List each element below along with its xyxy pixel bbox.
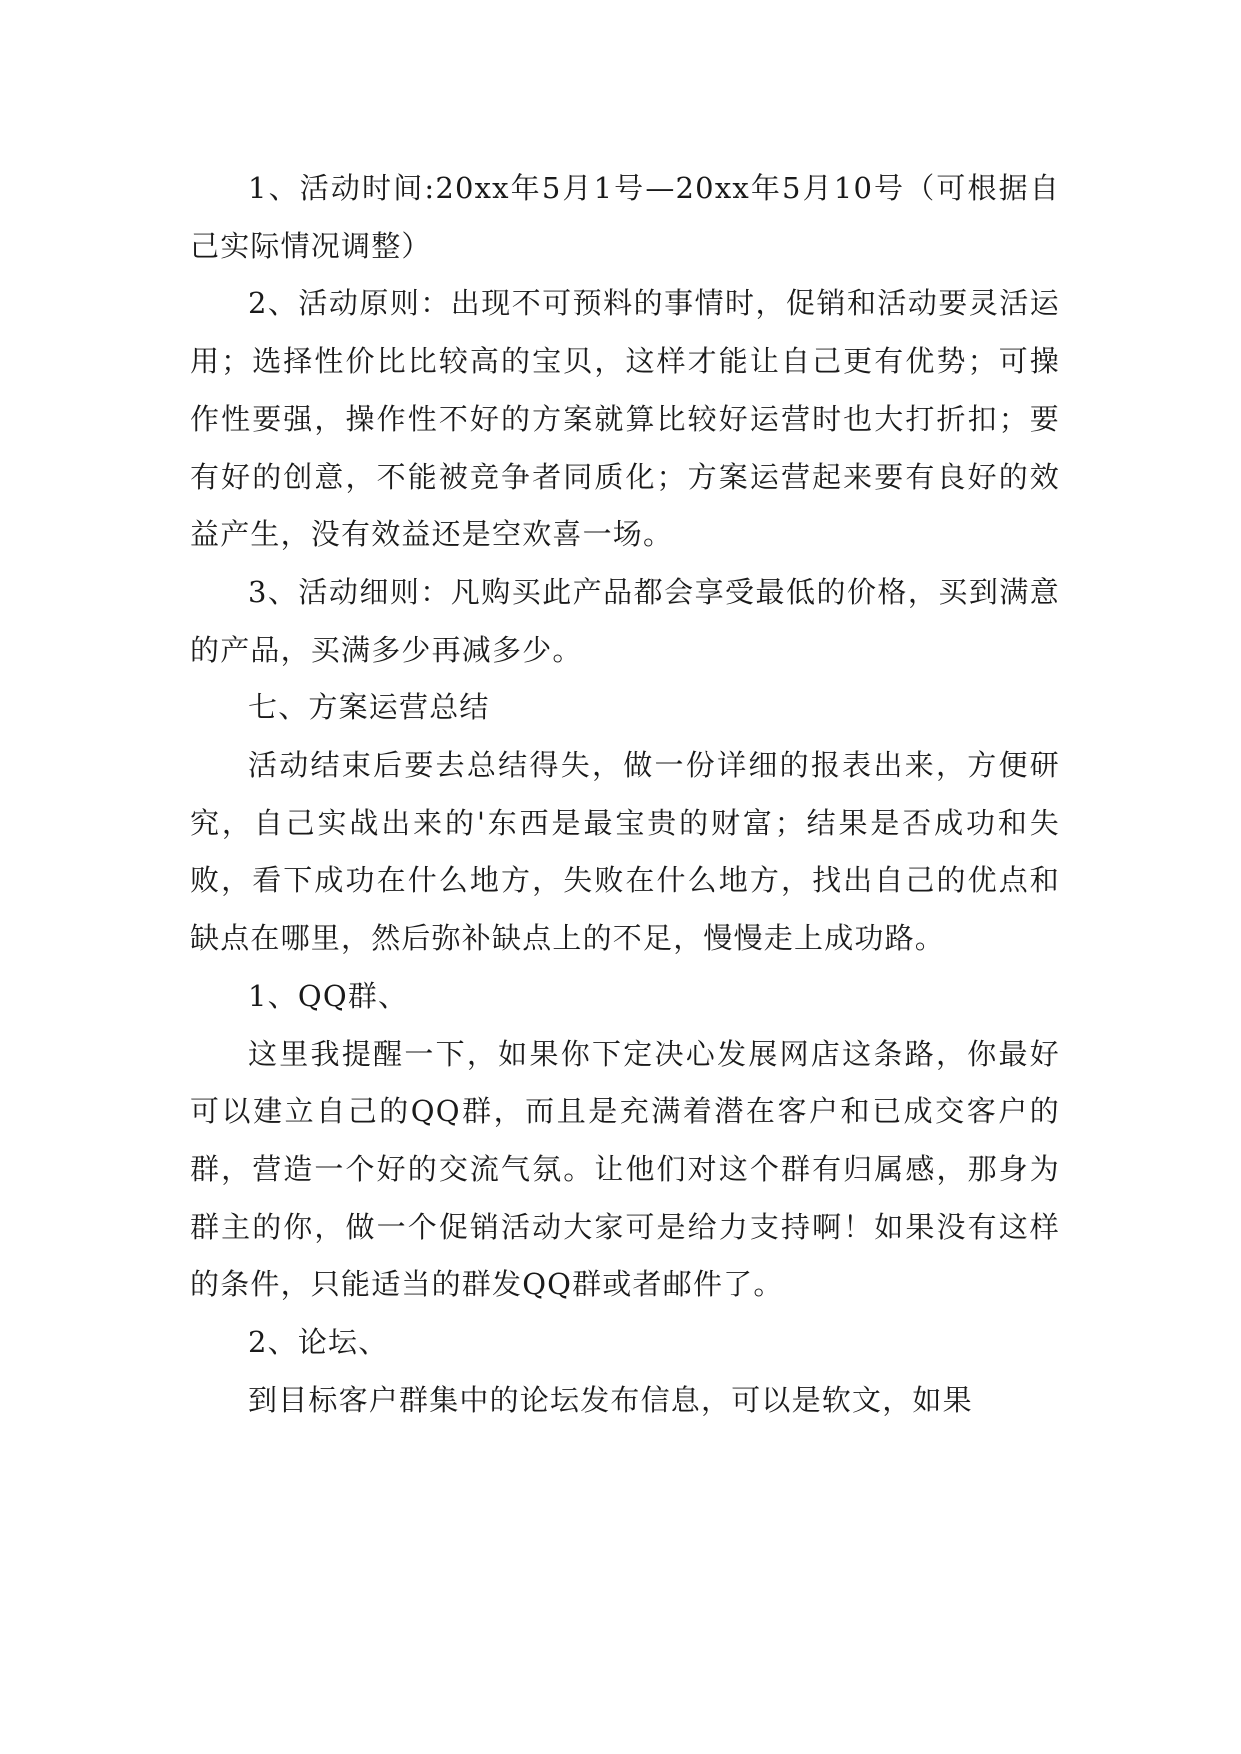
section-heading-summary: 七、方案运营总结: [248, 690, 490, 725]
paragraph-summary: 活动结束后要去总结得失，做一份详细的报表出来，方便研究，自己实战出来的'东西是最宝贵的财富；结果是否成功和失败，看下成功在什么地方，失败在什么地方，找出自己的优点和缺点在哪里，然后弥补缺点上的不足，慢慢走上成功路。: [190, 748, 1060, 956]
paragraph-activity-time: 1、活动时间:20xx年5月1号—20xx年5月10号（可根据自己实际情况调整）: [190, 171, 1060, 263]
subheading-forum: 2、论坛、: [248, 1325, 389, 1360]
document-body: [190, 160, 1060, 1429]
paragraph-forum: 到目标客户群集中的论坛发布信息，可以是软文，如果: [248, 1382, 973, 1417]
paragraph-qq-group: 这里我提醒一下，如果你下定决心发展网店这条路，你最好可以建立自己的QQ群，而且是充满着潜在客户和已成交客户的群，营造一个好的交流气氛。让他们对这个群有归属感，那身为群主的你，做一个促销活动大家可是给力支持啊！如果没有这样的条件，只能适当的群发QQ群或者邮件了。: [190, 1036, 1060, 1302]
subheading-qq-group: 1、QQ群、: [248, 978, 409, 1013]
paragraph-activity-rules: 3、活动细则：凡购买此产品都会享受最低的价格，买到满意的产品，买满多少再减多少。: [190, 574, 1060, 667]
paragraph-activity-principles: 2、活动原则：出现不可预料的事情时，促销和活动要灵活运用；选择性价比比较高的宝贝，这样才能让自己更有优势；可操作性要强，操作性不好的方案就算比较好运营时也大打折扣；要有好的创意，不能被竞争者同质化；方案运营起来要有良好的效益产生，没有效益还是空欢喜一场。: [190, 286, 1060, 552]
